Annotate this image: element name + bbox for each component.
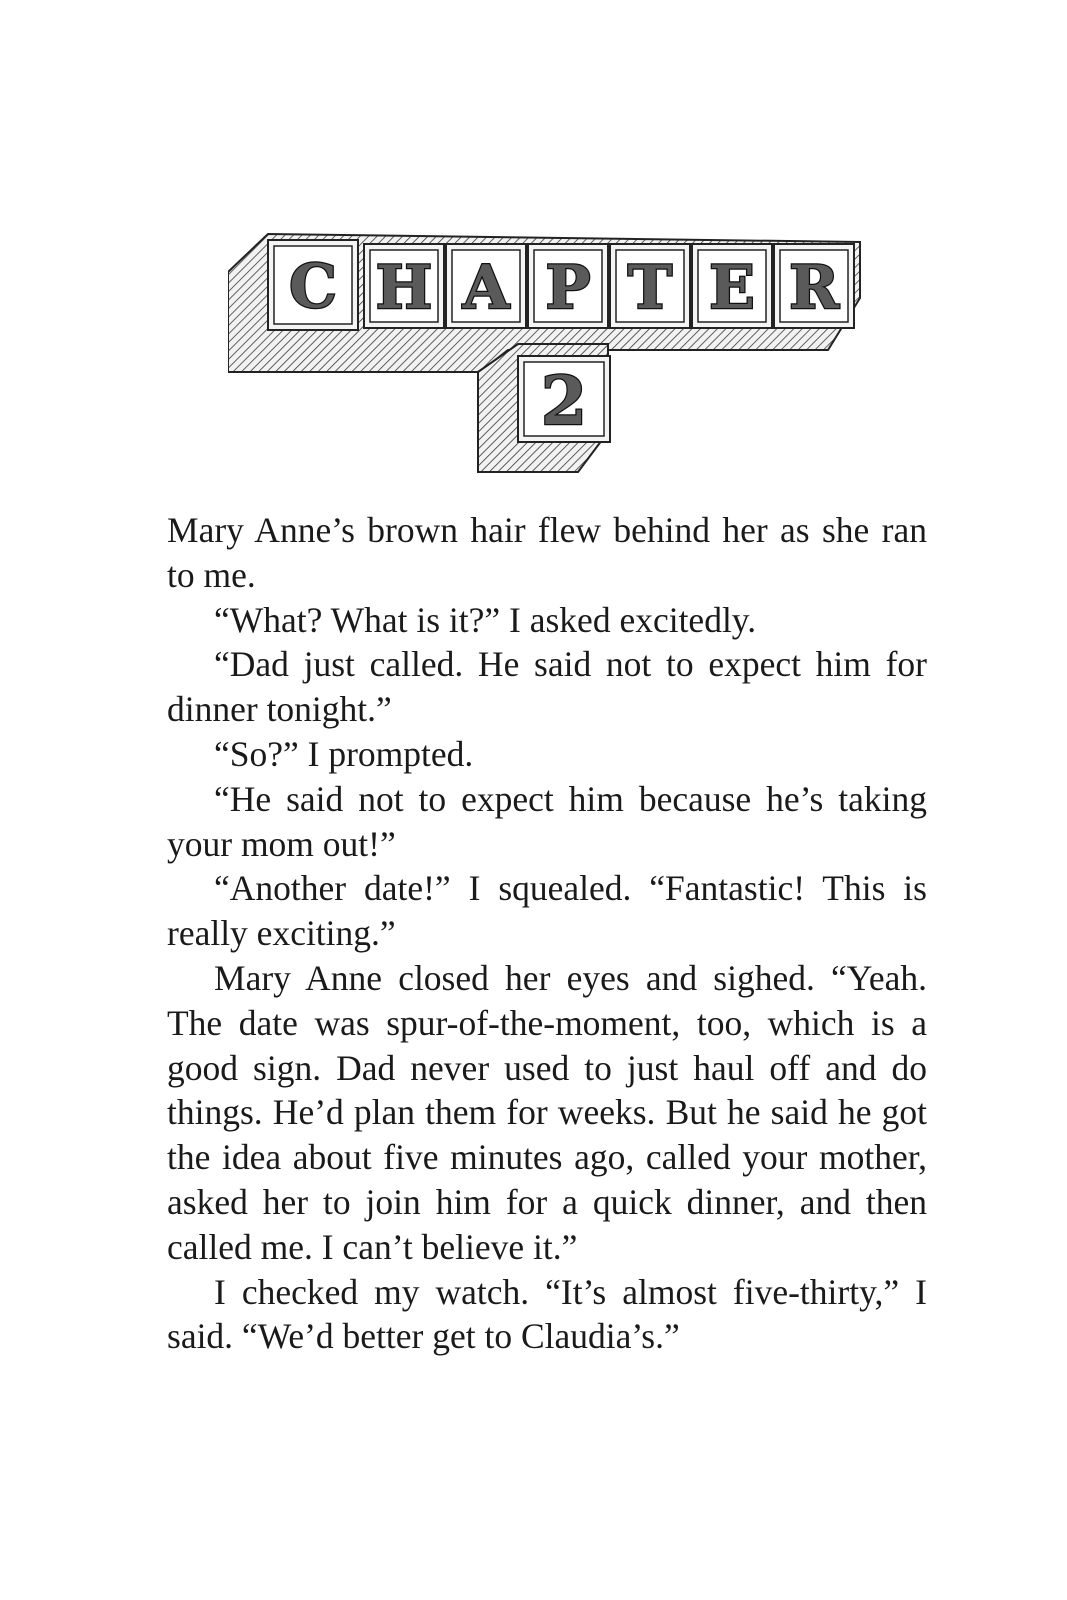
letter-block-c bbox=[268, 240, 358, 330]
letter-block-a bbox=[446, 244, 526, 328]
chapter-heading bbox=[228, 232, 868, 482]
paragraph-7: Mary Anne closed her eyes and sighed. “Yeah. The date was spur-of-the-moment, too, which is a good sign. Dad never used to just haul off and do things. He’d plan them for weeks. But he said he got the idea about five minutes ago, called your mother, asked her to join him for a quick dinner, and then called me. I can’t believe it.” bbox=[167, 957, 927, 1267]
chapter-number: 2 bbox=[541, 362, 587, 440]
chapter-number-block bbox=[518, 356, 610, 442]
paragraph-5: “He said not to expect him because he’s taking your mom out!” bbox=[167, 778, 927, 864]
block-letter-a: A bbox=[462, 253, 510, 323]
letter-block-r bbox=[774, 244, 854, 328]
paragraph-8: I checked my watch. “It’s almost five-thirty,” I said. “We’d better get to Claudia’s.” bbox=[167, 1271, 927, 1357]
block-letter-r: R bbox=[789, 253, 839, 323]
block-letter-e: E bbox=[709, 253, 755, 323]
block-letter-p: P bbox=[545, 253, 591, 323]
letter-block-h bbox=[364, 244, 444, 328]
letter-block-t bbox=[610, 244, 690, 328]
paragraph-1: Mary Anne’s brown hair flew behind her as she ran to me. bbox=[167, 510, 927, 595]
chapter-body-text bbox=[167, 508, 927, 1359]
paragraph-2: “What? What is it?” I asked excitedly. bbox=[214, 599, 757, 640]
letter-block-p bbox=[528, 244, 608, 328]
block-letter-c: C bbox=[289, 252, 337, 322]
block-letter-t: T bbox=[627, 253, 673, 323]
paragraph-3: “Dad just called. He said not to expect him for dinner tonight.” bbox=[167, 644, 927, 730]
block-letter-h: H bbox=[375, 253, 433, 323]
chapter-blocks-illustration bbox=[228, 232, 868, 482]
paragraph-6: “Another date!” I squealed. “Fantastic! This is really exciting.” bbox=[167, 868, 927, 954]
letter-block-e bbox=[692, 244, 772, 328]
paragraph-4: “So?” I prompted. bbox=[214, 733, 474, 774]
